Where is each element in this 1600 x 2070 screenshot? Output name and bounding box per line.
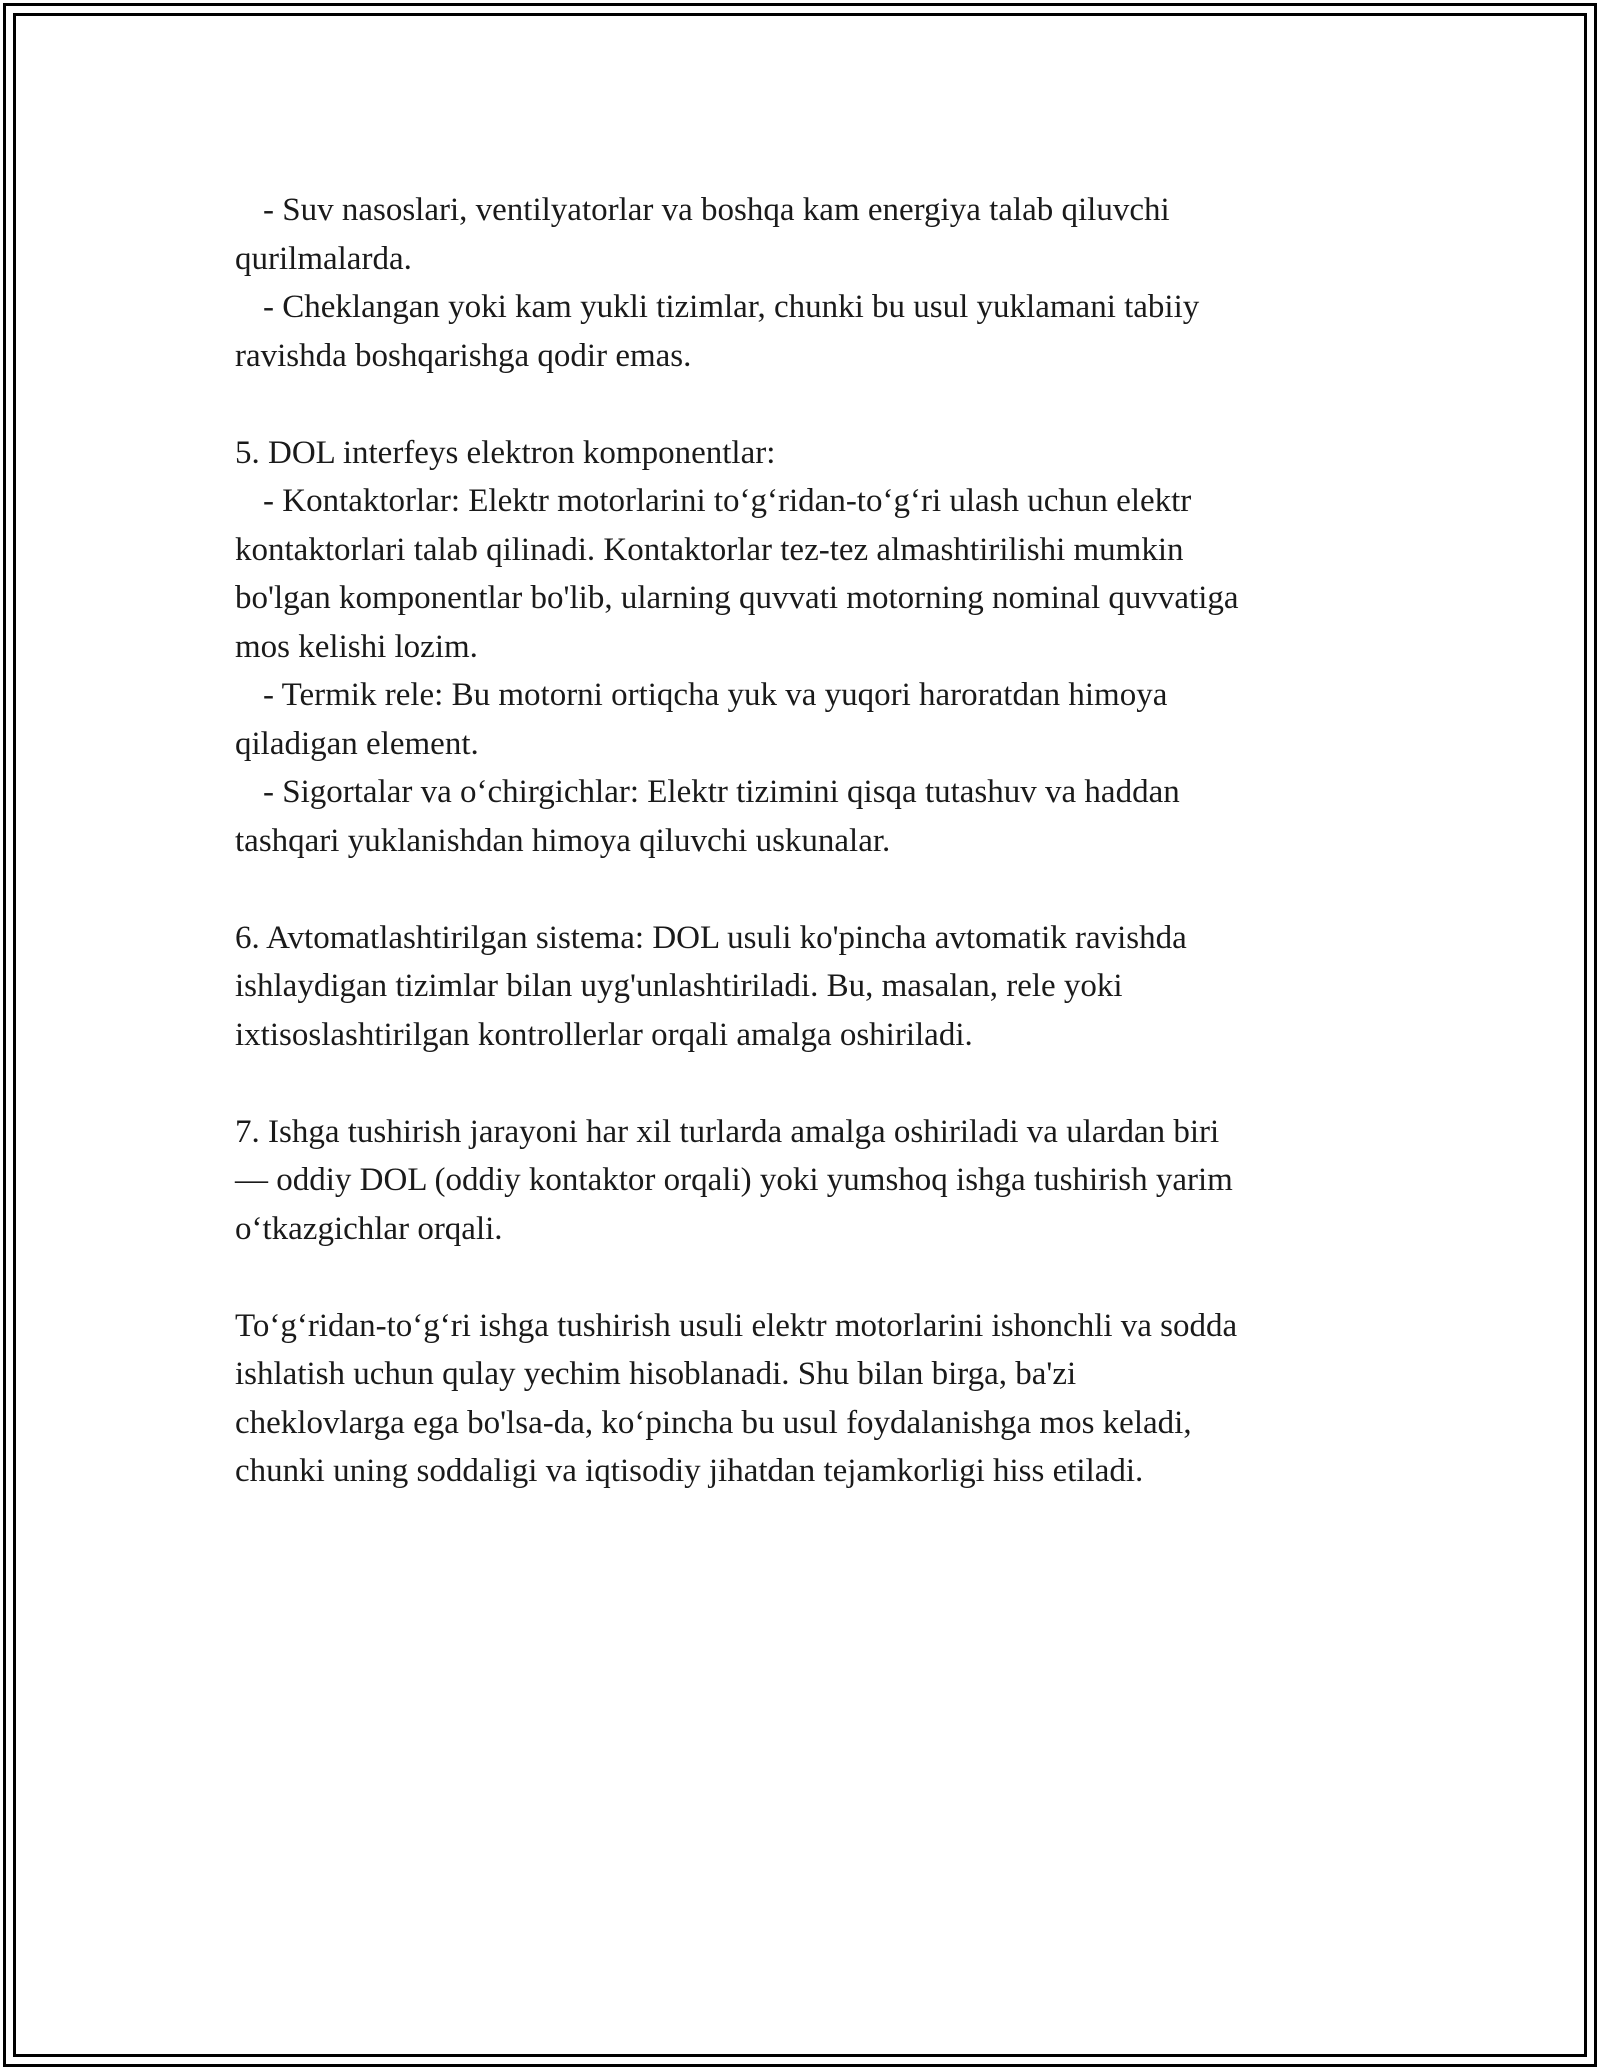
- text-line: kontaktorlari talab qilinadi. Kontaktorlar tez-tez almashtirilishi mumkin: [235, 531, 1184, 568]
- blank-line: [235, 380, 1365, 429]
- text-line: To‘g‘ridan-to‘g‘ri ishga tushirish usuli elektr motorlarini ishonchli va sodda: [235, 1307, 1238, 1344]
- text-line: qurilmalarda.: [235, 240, 412, 277]
- text-line: tashqari yuklanishdan himoya qiluvchi uskunalar.: [235, 822, 891, 859]
- text-line: chunki uning soddaligi va iqtisodiy jihatdan tejamkorligi hiss etiladi.: [235, 1453, 1144, 1489]
- text-line: ravishda boshqarishga qodir emas.: [235, 337, 692, 374]
- blank-line: [235, 865, 1365, 914]
- text-line: 6. Avtomatlashtirilgan sistema: DOL usuli ko'pincha avtomatik ravishda: [235, 919, 1187, 956]
- blank-line: [235, 1059, 1365, 1108]
- text-line: o‘tkazgichlar orqali.: [235, 1210, 503, 1247]
- text-line: 5. DOL interfeys elektron komponentlar:: [235, 434, 776, 471]
- text-line: ishlatish uchun qulay yechim hisoblanadi. Shu bilan birga, ba'zi: [235, 1356, 1077, 1392]
- document-body: [235, 186, 1365, 1496]
- text-line: - Sigortalar va o‘chirgichlar: Elektr tizimini qisqa tutashuv va haddan: [263, 774, 1180, 810]
- text-line: - Suv nasoslari, ventilyatorlar va boshqa kam energiya talab qiluvchi: [263, 192, 1170, 228]
- text-line: mos kelishi lozim.: [235, 628, 478, 665]
- text-line: - Termik rele: Bu motorni ortiqcha yuk va yuqori haroratdan himoya: [263, 677, 1168, 713]
- text-line: 7. Ishga tushirish jarayoni har xil turlarda amalga oshiriladi va ulardan biri: [235, 1113, 1220, 1150]
- text-line: - Kontaktorlar: Elektr motorlarini to‘g‘ridan-to‘g‘ri ulash uchun elektr: [263, 483, 1192, 519]
- text-line: — oddiy DOL (oddiy kontaktor orqali) yoki yumshoq ishga tushirish yarim: [235, 1162, 1233, 1198]
- text-line: cheklovlarga ega bo'lsa-da, ko‘pincha bu usul foydalanishga mos keladi,: [235, 1404, 1192, 1441]
- text-line: ixtisoslashtirilgan kontrollerlar orqali amalga oshiriladi.: [235, 1016, 973, 1053]
- text-line: qiladigan element.: [235, 725, 479, 762]
- text-line: bo'lgan komponentlar bo'lib, ularning quvvati motorning nominal quvvatiga: [235, 580, 1239, 616]
- blank-line: [235, 1253, 1365, 1302]
- text-line: ishlaydigan tizimlar bilan uyg'unlashtiriladi. Bu, masalan, rele yoki: [235, 968, 1123, 1004]
- text-line: - Cheklangan yoki kam yukli tizimlar, chunki bu usul yuklamani tabiiy: [263, 289, 1200, 325]
